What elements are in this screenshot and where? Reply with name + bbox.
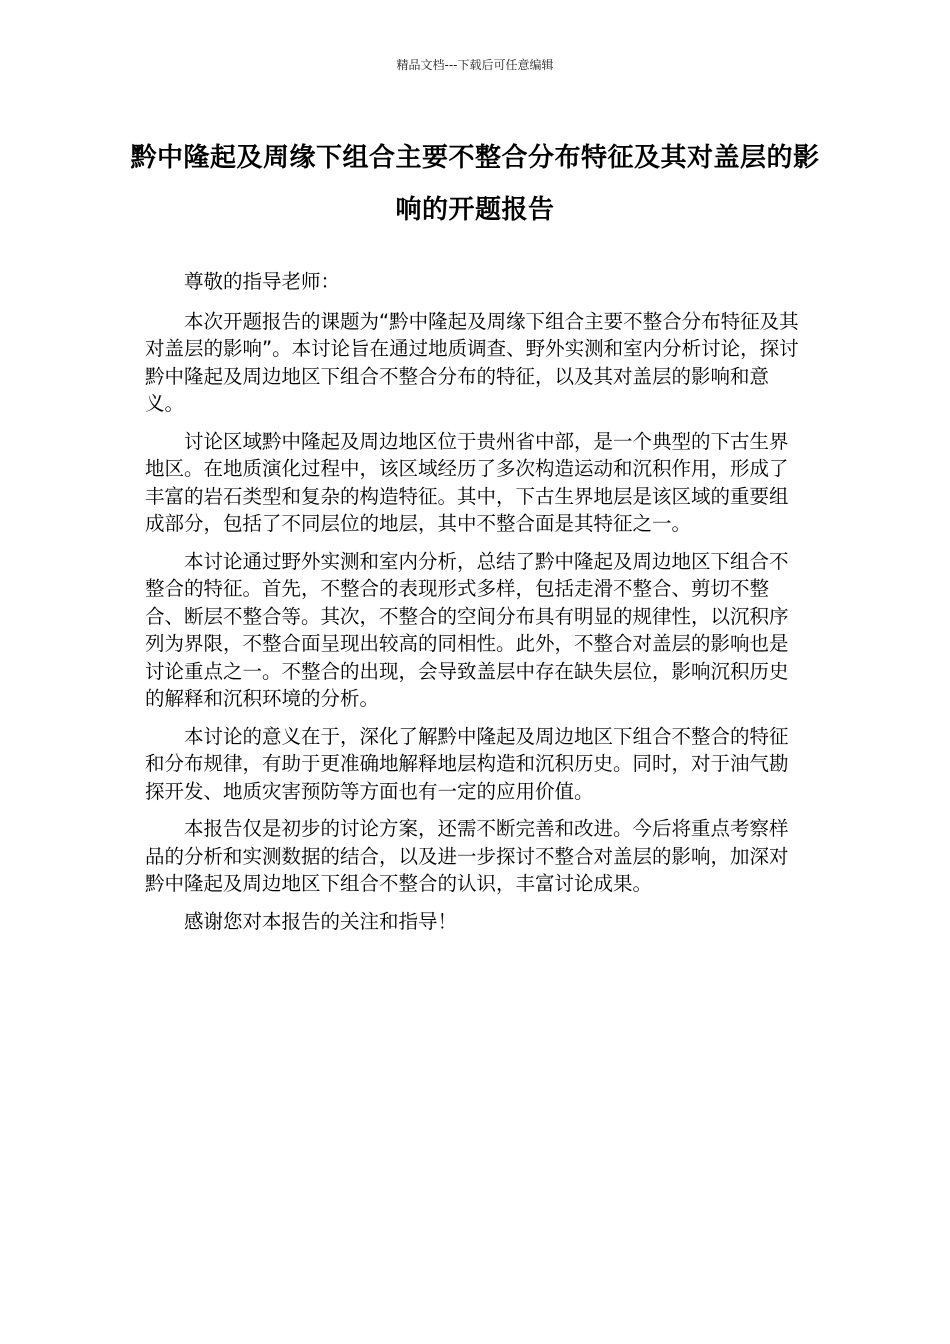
document-title: 黔中隆起及周缘下组合主要不整合分布特征及其对盖层的影响的开题报告: [130, 143, 820, 225]
page-header: 精品文档---下载后可任意编辑: [396, 58, 554, 72]
greeting: 尊敬的指导老师：: [184, 270, 341, 293]
closing-line: 感谢您对本报告的关注和指导！: [184, 909, 458, 933]
paragraph-significance: 本讨论的意义在于，深化了解黔中隆起及周边地区下组合不整合的特征和分布规律，有助于更准确地解释地层构造和沉积历史。同时，对于油气勘探开发、地质灾害预防等方面也有一定的应用价值。: [145, 724, 789, 803]
paragraph-findings: 本讨论通过野外实测和室内分析，总结了黔中隆起及周边地区下组合不整合的特征。首先，不整合的表现形式多样，包括走滑不整合、剪切不整合、断层不整合等。其次，不整合的空间分布具有明显的规律性，以沉积序列为界限，不整合面呈现出较高的同相性。此外，不整合对盖层的影响也是讨论重点之一。不整合的出现，会导致盖层中存在缺失层位，影响沉积历史的解释和沉积环境的分析。: [145, 549, 789, 710]
paragraph-study-area: 讨论区域黔中隆起及周边地区位于贵州省中部，是一个典型的下古生界地区。在地质演化过程中，该区域经历了多次构造运动和沉积作用，形成了丰富的岩石类型和复杂的构造特征。其中，下古生界地层是该区域的重要组成部分，包括了不同层位的地层，其中不整合面是其特征之一。: [145, 429, 789, 535]
paragraph-intro: 本次开题报告的课题为“黔中隆起及周缘下组合主要不整合分布特征及其对盖层的影响”。本讨论旨在通过地质调查、野外实测和室内分析讨论，探讨黔中隆起及周边地区下组合不整合分布的特征，以及其对盖层的影响和意义。: [145, 309, 799, 415]
paragraph-future-work: 本报告仅是初步的讨论方案，还需不断完善和改进。今后将重点考察样品的分析和实测数据的结合，以及进一步探讨不整合对盖层的影响，加深对黔中隆起及周边地区下组合不整合的认识，丰富讨论成果。: [145, 817, 789, 895]
document-body: [145, 268, 805, 945]
